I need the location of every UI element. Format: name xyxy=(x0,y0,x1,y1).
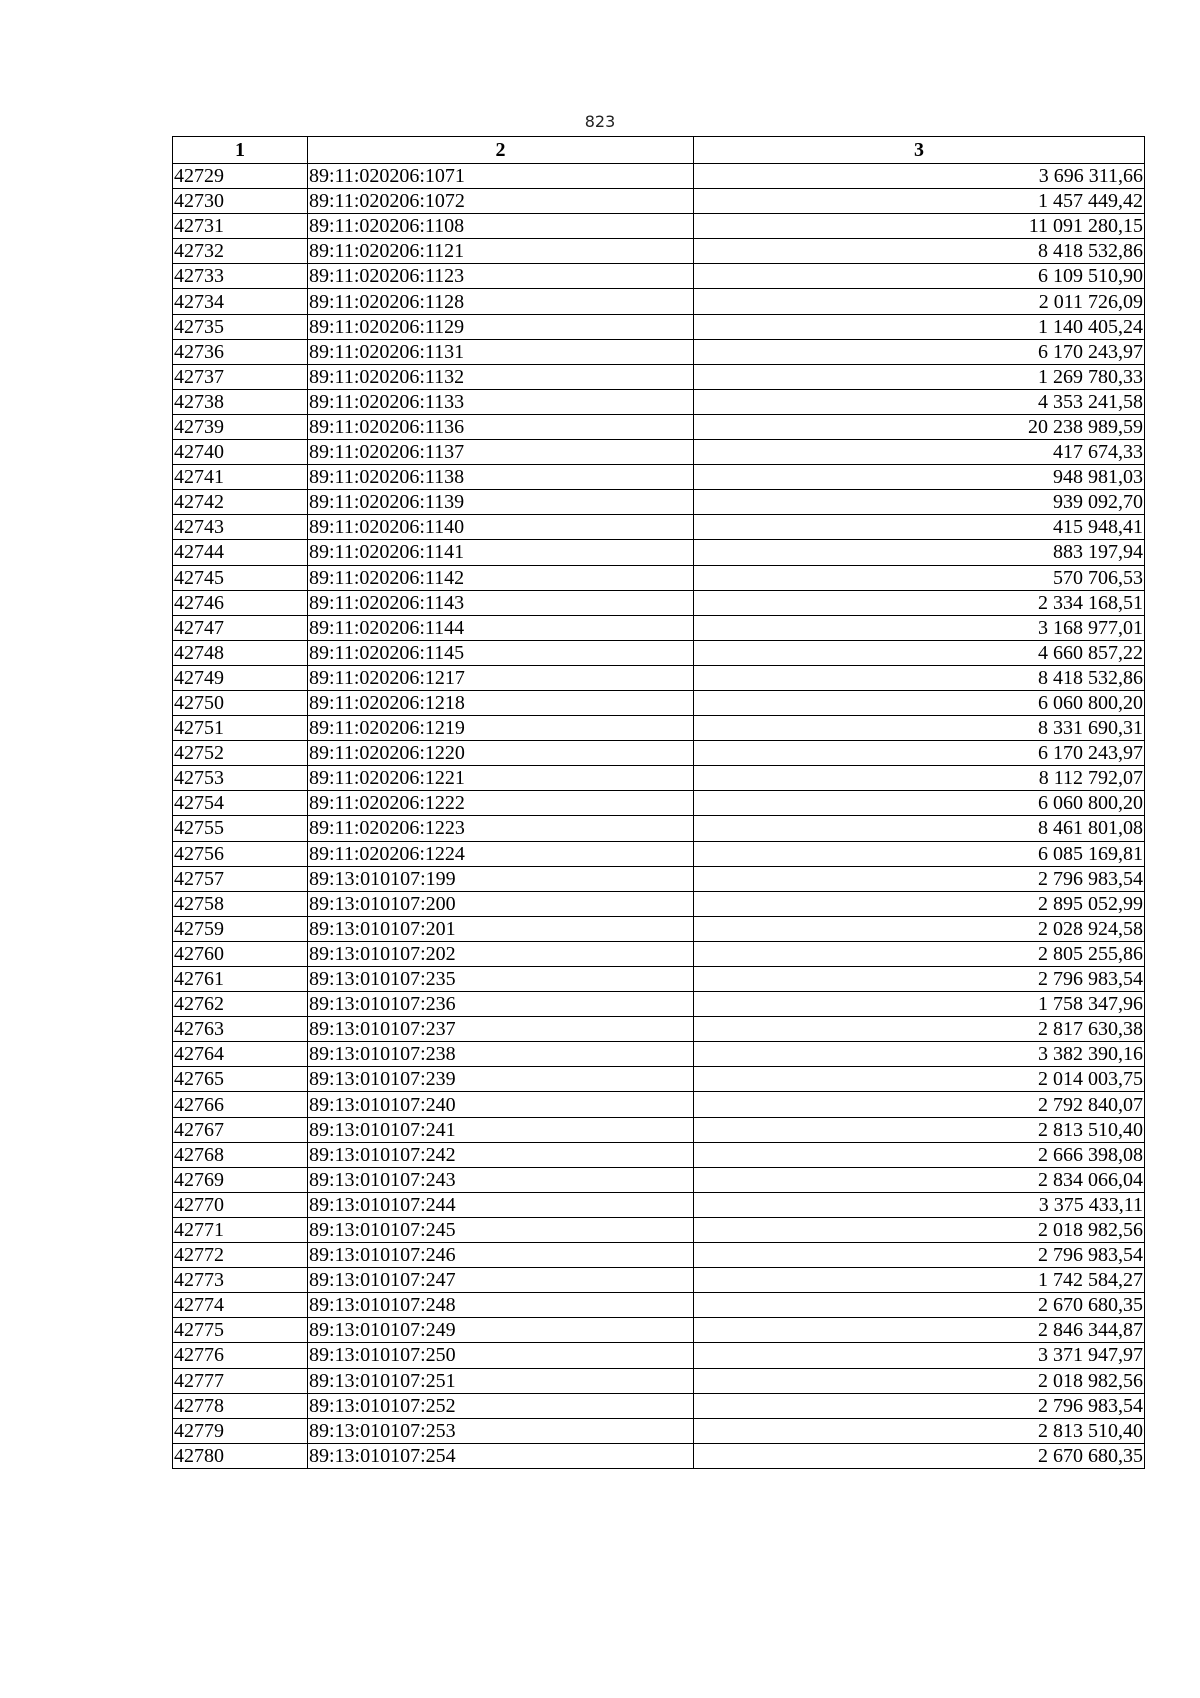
column-header-1: 1 xyxy=(173,137,308,164)
value-cell: 6 060 800,20 xyxy=(694,690,1145,715)
row-number-cell: 42771 xyxy=(173,1217,308,1242)
row-number-cell: 42756 xyxy=(173,841,308,866)
value-cell: 1 140 405,24 xyxy=(694,314,1145,339)
row-number-cell: 42780 xyxy=(173,1443,308,1468)
table-row xyxy=(173,339,1145,364)
value-cell: 2 817 630,38 xyxy=(694,1017,1145,1042)
row-number-cell: 42770 xyxy=(173,1192,308,1217)
cadastral-number-cell: 89:11:020206:1218 xyxy=(308,690,694,715)
table-row xyxy=(173,941,1145,966)
row-number-cell: 42775 xyxy=(173,1318,308,1343)
table-row xyxy=(173,239,1145,264)
value-cell: 6 060 800,20 xyxy=(694,791,1145,816)
row-number-cell: 42751 xyxy=(173,716,308,741)
cadastral-number-cell: 89:11:020206:1145 xyxy=(308,640,694,665)
row-number-cell: 42730 xyxy=(173,189,308,214)
value-cell: 3 371 947,97 xyxy=(694,1343,1145,1368)
row-number-cell: 42765 xyxy=(173,1067,308,1092)
cadastral-number-cell: 89:11:020206:1142 xyxy=(308,565,694,590)
table-row xyxy=(173,690,1145,715)
table-row xyxy=(173,414,1145,439)
cadastral-number-cell: 89:13:010107:200 xyxy=(308,891,694,916)
table-row xyxy=(173,1343,1145,1368)
column-header-3: 3 xyxy=(694,137,1145,164)
cadastral-number-cell: 89:13:010107:252 xyxy=(308,1393,694,1418)
table-row xyxy=(173,866,1145,891)
cadastral-number-cell: 89:13:010107:201 xyxy=(308,916,694,941)
registry-table xyxy=(172,136,1145,1469)
table-row xyxy=(173,214,1145,239)
table-row xyxy=(173,1067,1145,1092)
page-number: 823 xyxy=(584,112,616,131)
value-cell: 2 834 066,04 xyxy=(694,1167,1145,1192)
cadastral-number-cell: 89:13:010107:253 xyxy=(308,1418,694,1443)
value-cell: 3 375 433,11 xyxy=(694,1192,1145,1217)
cadastral-number-cell: 89:11:020206:1128 xyxy=(308,289,694,314)
value-cell: 3 696 311,66 xyxy=(694,164,1145,189)
cadastral-number-cell: 89:11:020206:1129 xyxy=(308,314,694,339)
row-number-cell: 42738 xyxy=(173,389,308,414)
table-row xyxy=(173,791,1145,816)
value-cell: 6 170 243,97 xyxy=(694,339,1145,364)
cadastral-number-cell: 89:11:020206:1132 xyxy=(308,364,694,389)
row-number-cell: 42778 xyxy=(173,1393,308,1418)
value-cell: 2 895 052,99 xyxy=(694,891,1145,916)
row-number-cell: 42777 xyxy=(173,1368,308,1393)
value-cell: 8 418 532,86 xyxy=(694,239,1145,264)
cadastral-number-cell: 89:13:010107:244 xyxy=(308,1192,694,1217)
row-number-cell: 42733 xyxy=(173,264,308,289)
table-row xyxy=(173,490,1145,515)
value-cell: 2 813 510,40 xyxy=(694,1117,1145,1142)
header-row xyxy=(173,137,1145,164)
row-number-cell: 42749 xyxy=(173,665,308,690)
row-number-cell: 42743 xyxy=(173,515,308,540)
cadastral-number-cell: 89:11:020206:1137 xyxy=(308,440,694,465)
row-number-cell: 42755 xyxy=(173,816,308,841)
row-number-cell: 42732 xyxy=(173,239,308,264)
cadastral-number-cell: 89:13:010107:242 xyxy=(308,1142,694,1167)
table-body xyxy=(173,164,1145,1469)
table-header xyxy=(173,137,1145,164)
table-row xyxy=(173,1368,1145,1393)
table-row xyxy=(173,364,1145,389)
value-cell: 948 981,03 xyxy=(694,465,1145,490)
cadastral-number-cell: 89:11:020206:1140 xyxy=(308,515,694,540)
row-number-cell: 42779 xyxy=(173,1418,308,1443)
row-number-cell: 42750 xyxy=(173,690,308,715)
row-number-cell: 42752 xyxy=(173,741,308,766)
cadastral-number-cell: 89:11:020206:1222 xyxy=(308,791,694,816)
cadastral-number-cell: 89:11:020206:1108 xyxy=(308,214,694,239)
value-cell: 2 028 924,58 xyxy=(694,916,1145,941)
cadastral-number-cell: 89:13:010107:243 xyxy=(308,1167,694,1192)
value-cell: 1 269 780,33 xyxy=(694,364,1145,389)
cadastral-number-cell: 89:13:010107:235 xyxy=(308,967,694,992)
row-number-cell: 42773 xyxy=(173,1268,308,1293)
cadastral-number-cell: 89:13:010107:254 xyxy=(308,1443,694,1468)
table-row xyxy=(173,540,1145,565)
cadastral-number-cell: 89:11:020206:1141 xyxy=(308,540,694,565)
table-row xyxy=(173,314,1145,339)
row-number-cell: 42759 xyxy=(173,916,308,941)
value-cell: 2 670 680,35 xyxy=(694,1443,1145,1468)
cadastral-number-cell: 89:11:020206:1217 xyxy=(308,665,694,690)
value-cell: 2 011 726,09 xyxy=(694,289,1145,314)
cadastral-number-cell: 89:11:020206:1139 xyxy=(308,490,694,515)
value-cell: 4 660 857,22 xyxy=(694,640,1145,665)
value-cell: 2 018 982,56 xyxy=(694,1217,1145,1242)
cadastral-number-cell: 89:11:020206:1071 xyxy=(308,164,694,189)
row-number-cell: 42739 xyxy=(173,414,308,439)
table-row xyxy=(173,1318,1145,1343)
value-cell: 8 418 532,86 xyxy=(694,665,1145,690)
cadastral-number-cell: 89:11:020206:1224 xyxy=(308,841,694,866)
table-row xyxy=(173,816,1145,841)
row-number-cell: 42776 xyxy=(173,1343,308,1368)
table-row xyxy=(173,465,1145,490)
table-row xyxy=(173,741,1145,766)
value-cell: 6 170 243,97 xyxy=(694,741,1145,766)
table-row xyxy=(173,1092,1145,1117)
table-row xyxy=(173,1192,1145,1217)
row-number-cell: 42741 xyxy=(173,465,308,490)
table-row xyxy=(173,189,1145,214)
table-row xyxy=(173,1017,1145,1042)
value-cell: 3 382 390,16 xyxy=(694,1042,1145,1067)
cadastral-number-cell: 89:13:010107:249 xyxy=(308,1318,694,1343)
table-row xyxy=(173,1167,1145,1192)
table-row xyxy=(173,1117,1145,1142)
value-cell: 2 670 680,35 xyxy=(694,1293,1145,1318)
value-cell: 2 846 344,87 xyxy=(694,1318,1145,1343)
cadastral-number-cell: 89:13:010107:247 xyxy=(308,1268,694,1293)
value-cell: 11 091 280,15 xyxy=(694,214,1145,239)
cadastral-number-cell: 89:13:010107:240 xyxy=(308,1092,694,1117)
value-cell: 2 813 510,40 xyxy=(694,1418,1145,1443)
table-row xyxy=(173,1042,1145,1067)
row-number-cell: 42766 xyxy=(173,1092,308,1117)
cadastral-number-cell: 89:13:010107:248 xyxy=(308,1293,694,1318)
row-number-cell: 42762 xyxy=(173,992,308,1017)
value-cell: 570 706,53 xyxy=(694,565,1145,590)
cadastral-number-cell: 89:13:010107:251 xyxy=(308,1368,694,1393)
cadastral-number-cell: 89:11:020206:1131 xyxy=(308,339,694,364)
table-row xyxy=(173,640,1145,665)
cadastral-number-cell: 89:11:020206:1223 xyxy=(308,816,694,841)
table-row xyxy=(173,440,1145,465)
cadastral-number-cell: 89:11:020206:1219 xyxy=(308,716,694,741)
cadastral-number-cell: 89:11:020206:1144 xyxy=(308,615,694,640)
row-number-cell: 42737 xyxy=(173,364,308,389)
row-number-cell: 42774 xyxy=(173,1293,308,1318)
cadastral-number-cell: 89:11:020206:1221 xyxy=(308,766,694,791)
table-row xyxy=(173,289,1145,314)
value-cell: 1 758 347,96 xyxy=(694,992,1145,1017)
cadastral-number-cell: 89:13:010107:236 xyxy=(308,992,694,1017)
row-number-cell: 42767 xyxy=(173,1117,308,1142)
table-row xyxy=(173,164,1145,189)
row-number-cell: 42753 xyxy=(173,766,308,791)
value-cell: 2 805 255,86 xyxy=(694,941,1145,966)
value-cell: 8 461 801,08 xyxy=(694,816,1145,841)
value-cell: 4 353 241,58 xyxy=(694,389,1145,414)
table-row xyxy=(173,1418,1145,1443)
table-row xyxy=(173,389,1145,414)
row-number-cell: 42742 xyxy=(173,490,308,515)
row-number-cell: 42729 xyxy=(173,164,308,189)
row-number-cell: 42758 xyxy=(173,891,308,916)
cadastral-number-cell: 89:11:020206:1133 xyxy=(308,389,694,414)
value-cell: 2 796 983,54 xyxy=(694,866,1145,891)
value-cell: 2 796 983,54 xyxy=(694,1243,1145,1268)
table-row xyxy=(173,891,1145,916)
row-number-cell: 42754 xyxy=(173,791,308,816)
table-row xyxy=(173,665,1145,690)
value-cell: 6 109 510,90 xyxy=(694,264,1145,289)
table-row xyxy=(173,1443,1145,1468)
cadastral-number-cell: 89:13:010107:245 xyxy=(308,1217,694,1242)
value-cell: 2 334 168,51 xyxy=(694,590,1145,615)
table-row xyxy=(173,590,1145,615)
value-cell: 2 018 982,56 xyxy=(694,1368,1145,1393)
table-row xyxy=(173,515,1145,540)
cadastral-number-cell: 89:13:010107:246 xyxy=(308,1243,694,1268)
table-row xyxy=(173,1293,1145,1318)
table-row xyxy=(173,766,1145,791)
cadastral-number-cell: 89:13:010107:250 xyxy=(308,1343,694,1368)
table-row xyxy=(173,1217,1145,1242)
row-number-cell: 42731 xyxy=(173,214,308,239)
value-cell: 8 331 690,31 xyxy=(694,716,1145,741)
cadastral-number-cell: 89:13:010107:202 xyxy=(308,941,694,966)
table-row xyxy=(173,916,1145,941)
row-number-cell: 42734 xyxy=(173,289,308,314)
row-number-cell: 42769 xyxy=(173,1167,308,1192)
row-number-cell: 42747 xyxy=(173,615,308,640)
value-cell: 2 666 398,08 xyxy=(694,1142,1145,1167)
cadastral-number-cell: 89:13:010107:241 xyxy=(308,1117,694,1142)
table-row xyxy=(173,1142,1145,1167)
cadastral-number-cell: 89:11:020206:1123 xyxy=(308,264,694,289)
cadastral-number-cell: 89:13:010107:238 xyxy=(308,1042,694,1067)
cadastral-number-cell: 89:11:020206:1072 xyxy=(308,189,694,214)
value-cell: 20 238 989,59 xyxy=(694,414,1145,439)
column-header-2: 2 xyxy=(308,137,694,164)
table-row xyxy=(173,992,1145,1017)
value-cell: 2 014 003,75 xyxy=(694,1067,1145,1092)
table-row xyxy=(173,1268,1145,1293)
cadastral-number-cell: 89:13:010107:199 xyxy=(308,866,694,891)
table-row xyxy=(173,1393,1145,1418)
table-row xyxy=(173,565,1145,590)
row-number-cell: 42735 xyxy=(173,314,308,339)
row-number-cell: 42736 xyxy=(173,339,308,364)
row-number-cell: 42748 xyxy=(173,640,308,665)
cadastral-number-cell: 89:11:020206:1138 xyxy=(308,465,694,490)
row-number-cell: 42772 xyxy=(173,1243,308,1268)
table-row xyxy=(173,615,1145,640)
cadastral-number-cell: 89:11:020206:1143 xyxy=(308,590,694,615)
table-row xyxy=(173,967,1145,992)
table-row xyxy=(173,841,1145,866)
row-number-cell: 42763 xyxy=(173,1017,308,1042)
table-row xyxy=(173,264,1145,289)
row-number-cell: 42761 xyxy=(173,967,308,992)
value-cell: 1 742 584,27 xyxy=(694,1268,1145,1293)
value-cell: 415 948,41 xyxy=(694,515,1145,540)
row-number-cell: 42746 xyxy=(173,590,308,615)
row-number-cell: 42745 xyxy=(173,565,308,590)
cadastral-number-cell: 89:11:020206:1136 xyxy=(308,414,694,439)
table-row xyxy=(173,1243,1145,1268)
cadastral-number-cell: 89:13:010107:237 xyxy=(308,1017,694,1042)
value-cell: 3 168 977,01 xyxy=(694,615,1145,640)
value-cell: 2 796 983,54 xyxy=(694,967,1145,992)
cadastral-number-cell: 89:13:010107:239 xyxy=(308,1067,694,1092)
row-number-cell: 42760 xyxy=(173,941,308,966)
row-number-cell: 42764 xyxy=(173,1042,308,1067)
row-number-cell: 42768 xyxy=(173,1142,308,1167)
value-cell: 8 112 792,07 xyxy=(694,766,1145,791)
value-cell: 883 197,94 xyxy=(694,540,1145,565)
value-cell: 2 792 840,07 xyxy=(694,1092,1145,1117)
cadastral-number-cell: 89:11:020206:1121 xyxy=(308,239,694,264)
row-number-cell: 42757 xyxy=(173,866,308,891)
cadastral-number-cell: 89:11:020206:1220 xyxy=(308,741,694,766)
value-cell: 1 457 449,42 xyxy=(694,189,1145,214)
value-cell: 417 674,33 xyxy=(694,440,1145,465)
value-cell: 939 092,70 xyxy=(694,490,1145,515)
table-row xyxy=(173,716,1145,741)
row-number-cell: 42744 xyxy=(173,540,308,565)
value-cell: 6 085 169,81 xyxy=(694,841,1145,866)
row-number-cell: 42740 xyxy=(173,440,308,465)
value-cell: 2 796 983,54 xyxy=(694,1393,1145,1418)
